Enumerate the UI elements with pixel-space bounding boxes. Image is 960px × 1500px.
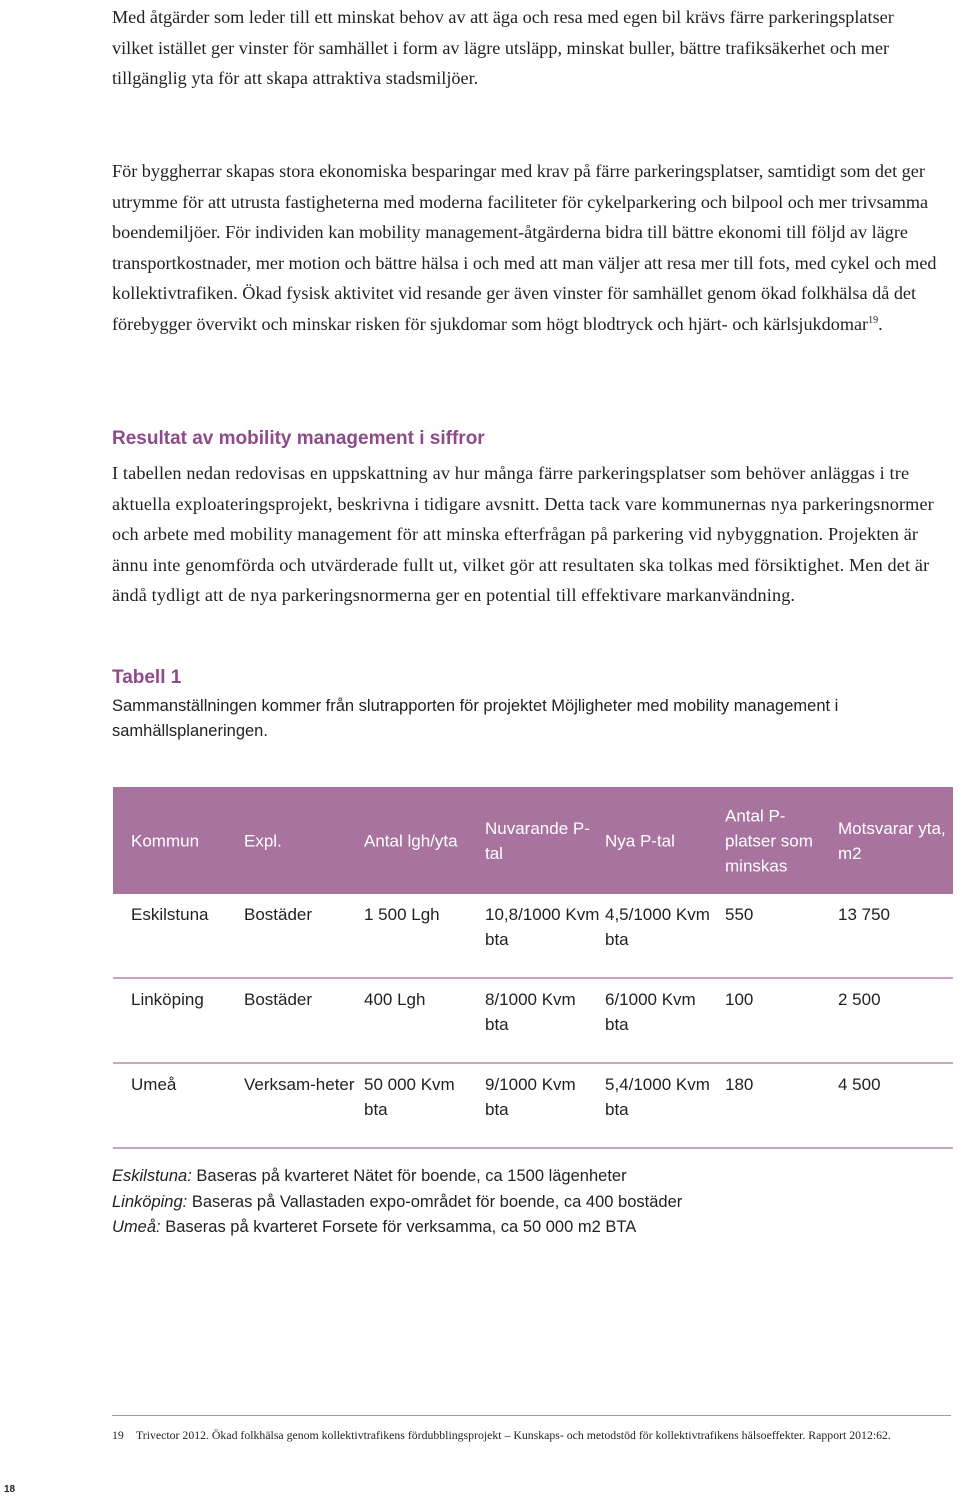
table-row bbox=[113, 894, 953, 979]
table-cell: Verksam-heter bbox=[244, 1075, 355, 1094]
page-number: 18 bbox=[4, 1484, 16, 1495]
header-cell-kommun: Kommun bbox=[131, 831, 200, 850]
table-cell: 13 750 bbox=[838, 905, 890, 924]
body-paragraph-end: . bbox=[878, 313, 883, 334]
table-cell: 400 Lgh bbox=[364, 990, 426, 1009]
section-heading: Resultat av mobility management i siffror bbox=[112, 428, 485, 449]
table-cell: 10,8/1000 Kvm bta bbox=[485, 905, 600, 949]
table-row bbox=[113, 1064, 953, 1149]
note-text: Baseras på kvarteret Nätet för boende, ca 1500 lägenheter bbox=[191, 1167, 627, 1185]
table-cell: 6/1000 Kvm bta bbox=[605, 990, 696, 1034]
table-cell: Umeå bbox=[131, 1075, 177, 1094]
table-cell: 8/1000 Kvm bta bbox=[485, 990, 576, 1034]
header-cell-motsvarar-yta: Motsvarar yta, m2 bbox=[838, 818, 946, 863]
note-umea bbox=[112, 1215, 682, 1241]
footnote-text: Trivector 2012. Ökad folkhälsa genom kollektivtrafikens fördubblingsprojekt – Kunskaps- och metodstöd för kollektivtrafikens hälsoeffekter. Rapport 2012:62. bbox=[136, 1428, 891, 1442]
table-notes bbox=[112, 1164, 682, 1241]
body-paragraph-text: För byggherrar skapas stora ekonomiska besparingar med krav på färre parkeringsplatser, samtidigt som det ger utrymme för att utrusta fastigheterna med moderna faciliteter för cykelparkering och bilpool och mer trivsamma boendemiljöer. För individen kan mobility management-åtgärderna bidra till bättre ekonomi till följd av lägre transportkostnader, mer motion och bättre hälsa i och med att man väljer att resa mer till fots, med cykel och med kollektivtrafiken. Ökad fysisk aktivitet vid resande ger även vinster för samhället genom ökad folkhälsa då det förebygger övervikt och minskar risken för sjukdomar som högt blodtryck och hjärt- och kärlsjukdomar bbox=[112, 161, 937, 334]
note-linkoping bbox=[112, 1190, 682, 1216]
header-cell-expl: Expl. bbox=[244, 831, 282, 850]
table-cell: 9/1000 Kvm bta bbox=[485, 1075, 576, 1119]
table-cell: 50 000 Kvm bta bbox=[364, 1075, 455, 1119]
note-eskilstuna bbox=[112, 1164, 682, 1190]
note-text: Baseras på Vallastaden expo-området för boende, ca 400 bostäder bbox=[187, 1192, 683, 1211]
footnote-reference[interactable]: 19 bbox=[868, 314, 879, 326]
footnote-number: 19 bbox=[112, 1428, 124, 1442]
intro-paragraph: Med åtgärder som leder till ett minskat behov av att äga och resa med egen bil krävs färre parkeringsplatser vilket istället ger vinster för samhället i form av lägre utsläpp, minskat buller, bättre trafiksäkerhet och mer tillgänglig yta för att skapa attraktiva stadsmiljöer. bbox=[112, 7, 894, 89]
table-cell: Linköping bbox=[131, 990, 204, 1009]
table-cell: Bostäder bbox=[244, 990, 313, 1009]
table-cell: 2 500 bbox=[838, 990, 881, 1009]
header-cell-nuvarande-p-tal: Nuvarande P-tal bbox=[485, 818, 590, 863]
results-paragraph: I tabellen nedan redovisas en uppskattning av hur många färre parkeringsplatser som behöver anläggas i tre aktuella exploateringsprojekt, beskrivna i tidigare avsnitt. Detta tack vare kommunernas nya parkeringsnormer och arbete med mobility management för att minska efterfrågan på parkering vid nybyggnation. Projekten är ännu inte genomförda och utvärderade fullt ut, vilket gör att resultaten ska tolkas med försiktighet. Men det är ändå tydligt att de nya parkeringsnormerna ger en potential till effektivare markanvändning. bbox=[112, 463, 934, 606]
table-cell: 4 500 bbox=[838, 1075, 881, 1094]
table-caption: Sammanställningen kommer från slutrapporten för projektet Möjligheter med mobility management i samhällsplaneringen. bbox=[112, 697, 839, 740]
table-label: Tabell 1 bbox=[112, 667, 182, 688]
body-paragraph bbox=[112, 156, 947, 340]
table-header-row bbox=[113, 787, 953, 894]
note-label: Umeå: bbox=[112, 1218, 161, 1236]
header-cell-antal-lgh: Antal lgh/yta bbox=[364, 831, 458, 850]
footnote bbox=[112, 1426, 952, 1444]
table-cell: 180 bbox=[725, 1075, 754, 1094]
table-row bbox=[113, 979, 953, 1064]
table-cell: 4,5/1000 Kvm bta bbox=[605, 905, 710, 949]
note-label: Eskilstuna: bbox=[112, 1167, 192, 1185]
parking-table bbox=[113, 787, 953, 1149]
note-text: Baseras på kvarteret Forsete för verksamma, ca 50 000 m2 BTA bbox=[160, 1218, 637, 1236]
table-cell: 100 bbox=[725, 990, 754, 1009]
table-cell: 1 500 Lgh bbox=[364, 905, 440, 924]
note-label: Linköping: bbox=[112, 1192, 188, 1211]
table-cell: 5,4/1000 Kvm bta bbox=[605, 1075, 710, 1119]
header-cell-p-platser-minskas: Antal P-platser som minskas bbox=[725, 806, 813, 875]
table-cell: 550 bbox=[725, 905, 754, 924]
footnote-divider bbox=[112, 1415, 951, 1416]
table-cell: Eskilstuna bbox=[131, 905, 209, 924]
table-cell: Bostäder bbox=[244, 905, 313, 924]
header-cell-nya-p-tal: Nya P-tal bbox=[605, 831, 675, 850]
